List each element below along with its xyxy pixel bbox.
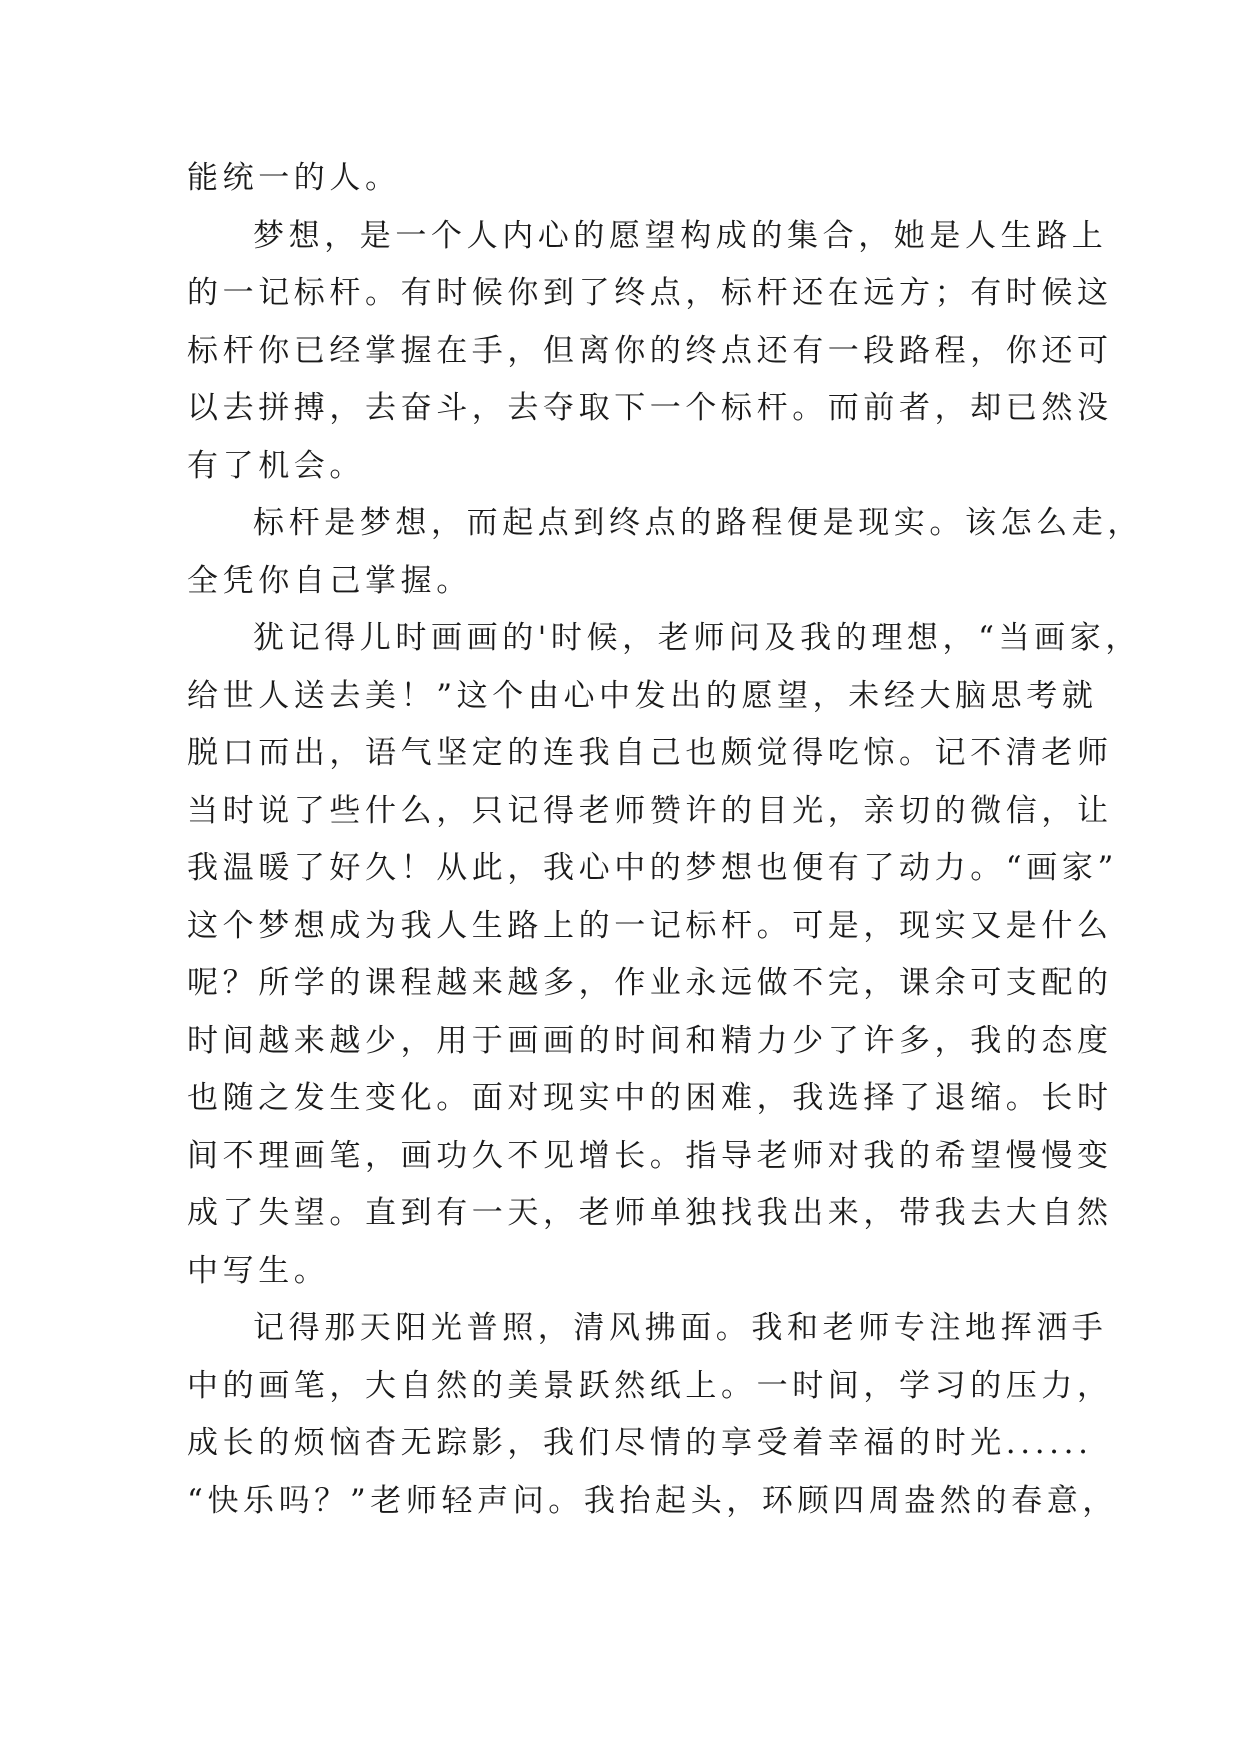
text-line: 给世人送去美！”这个由心中发出的愿望，未经大脑思考就	[187, 677, 1098, 714]
text-line: 标杆是梦想，而起点到终点的路程便是现实。该怎么走，	[253, 505, 1143, 541]
text-line: 的一记标杆。有时候你到了终点，标杆还在远方；有时候这	[187, 275, 1113, 311]
text-line: 成长的烦恼杳无踪影，我们尽情的享受着幸福的时光......	[187, 1425, 1093, 1461]
text-line: 梦想，是一个人内心的愿望构成的集合，她是人生路上	[253, 217, 1108, 254]
text-line: 有了机会。	[187, 447, 365, 484]
text-line: 当时说了些什么，只记得老师赞许的目光，亲切的微信，让	[187, 792, 1113, 829]
text-line: 全凭你自己掌握。	[187, 562, 472, 599]
text-line: 记得那天阳光普照，清风拂面。我和老师专注地挥洒手	[253, 1310, 1108, 1346]
text-line: 呢？所学的课程越来越多，作业永远做不完，课余可支配的	[187, 965, 1113, 1001]
text-line: 成了失望。直到有一天，老师单独找我出来，带我去大自然	[187, 1195, 1113, 1231]
text-line: 标杆你已经掌握在手，但离你的终点还有一段路程，你还可	[187, 332, 1113, 369]
text-line: 这个梦想成为我人生路上的一记标杆。可是，现实又是什么	[187, 907, 1113, 944]
text-line: 中的画笔，大自然的美景跃然纸上。一时间，学习的压力，	[187, 1367, 1113, 1404]
text-line: 以去拼搏，去奋斗，去夺取下一个标杆。而前者，却已然没	[187, 390, 1113, 426]
text-line: 能统一的人。	[187, 160, 401, 196]
text-line: 也随之发生变化。面对现实中的困难，我选择了退缩。长时	[187, 1080, 1113, 1116]
text-line: 时间越来越少，用于画画的时间和精力少了许多，我的态度	[187, 1022, 1113, 1059]
text-line: 中写生。	[187, 1252, 330, 1289]
text-line: “快乐吗？”老师轻声问。我抬起头，环顾四周盎然的春意，	[187, 1482, 1118, 1519]
text-line: 犹记得儿时画画的'时候，老师问及我的理想，“当画家，	[253, 620, 1141, 656]
body-text	[187, 150, 1143, 1530]
text-line: 脱口而出，语气坚定的连我自己也颇觉得吃惊。记不清老师	[187, 735, 1113, 771]
text-line: 我温暖了好久！从此，我心中的梦想也便有了动力。“画家”	[187, 850, 1118, 886]
text-line: 间不理画笔，画功久不见增长。指导老师对我的希望慢慢变	[187, 1137, 1113, 1174]
